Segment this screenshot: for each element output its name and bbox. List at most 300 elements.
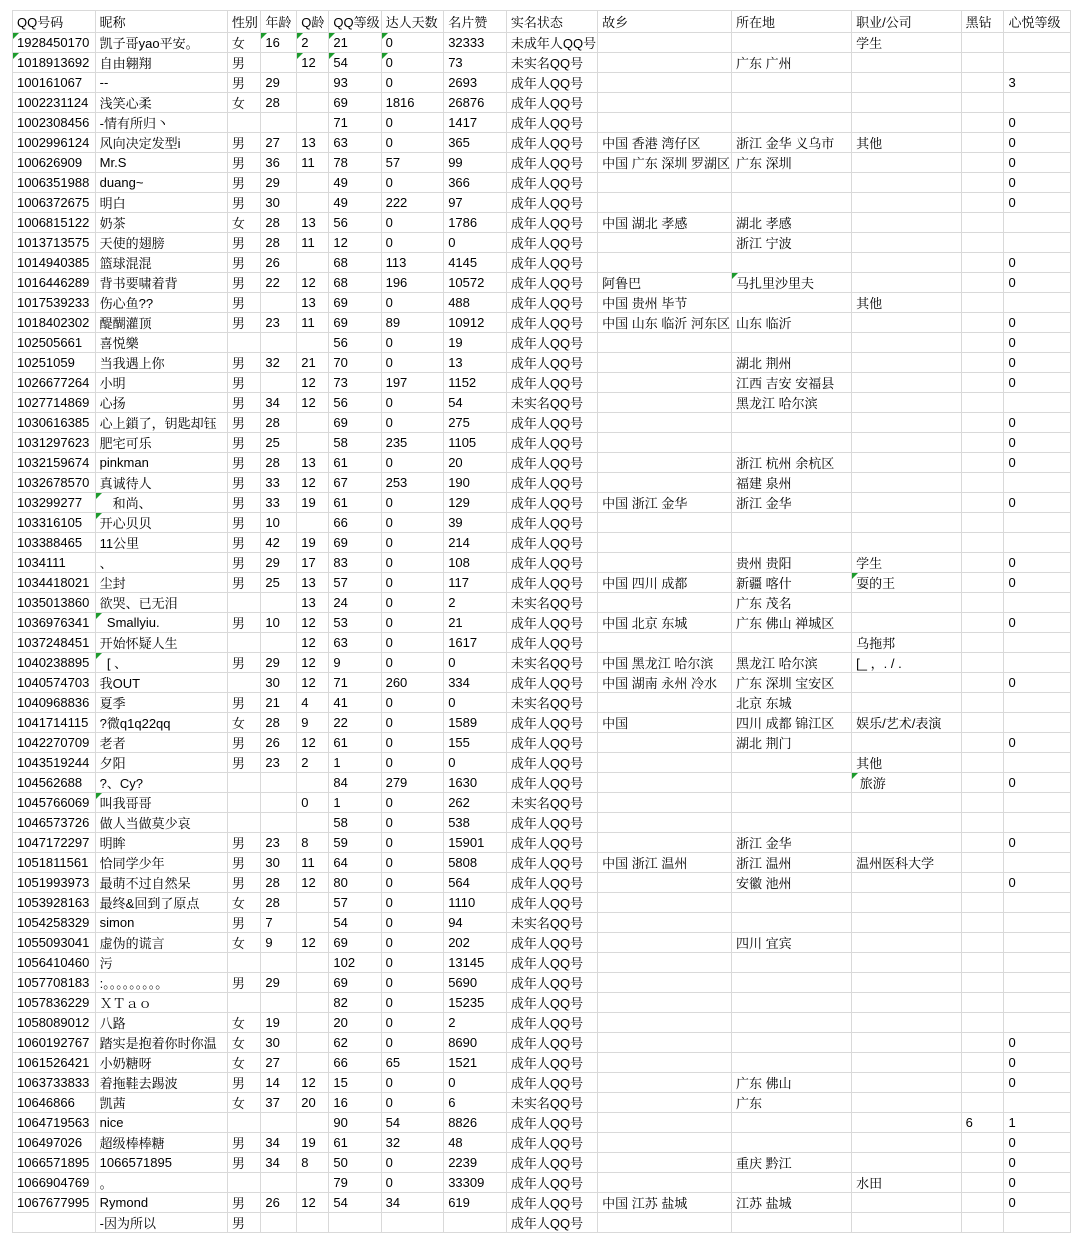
cell-qage[interactable]: 11 (297, 153, 329, 173)
cell-level[interactable]: 61 (329, 453, 381, 473)
cell-zan[interactable]: 202 (444, 933, 507, 953)
cell-xinyue[interactable] (1004, 813, 1071, 833)
cell-qq[interactable]: 1064719563 (13, 1113, 96, 1133)
cell-location[interactable]: 江苏 盐城 (731, 1193, 851, 1213)
cell-qq[interactable]: 100161067 (13, 73, 96, 93)
cell-zan[interactable]: 6 (444, 1093, 507, 1113)
cell-qq[interactable]: 103299277 (13, 493, 96, 513)
cell-nick[interactable]: 伤心鱼?? (95, 293, 227, 313)
cell-nick[interactable]: -- (95, 73, 227, 93)
cell-status[interactable]: 成年人QQ号 (506, 333, 597, 353)
cell-xinyue[interactable]: 0 (1004, 433, 1071, 453)
cell-xinyue[interactable] (1004, 973, 1071, 993)
cell-location[interactable] (731, 633, 851, 653)
cell-heizuan[interactable] (961, 953, 1004, 973)
cell-daren[interactable]: 0 (381, 913, 444, 933)
cell-daren[interactable]: 0 (381, 853, 444, 873)
cell-zan[interactable]: 2693 (444, 73, 507, 93)
cell-level[interactable]: 68 (329, 273, 381, 293)
cell-gender[interactable]: 男 (227, 393, 261, 413)
cell-job[interactable] (852, 453, 962, 473)
cell-daren[interactable]: 0 (381, 533, 444, 553)
cell-job[interactable] (852, 1053, 962, 1073)
cell-heizuan[interactable] (961, 513, 1004, 533)
cell-age[interactable]: 23 (261, 313, 297, 333)
cell-daren[interactable]: 0 (381, 573, 444, 593)
cell-qq[interactable]: 1035013860 (13, 593, 96, 613)
cell-daren[interactable]: 0 (381, 1033, 444, 1053)
cell-hometown[interactable] (598, 733, 732, 753)
cell-location[interactable] (731, 773, 851, 793)
cell-zan[interactable]: 334 (444, 673, 507, 693)
column-header-age[interactable]: 年龄 (261, 11, 297, 33)
cell-zan[interactable]: 0 (444, 693, 507, 713)
cell-daren[interactable]: 260 (381, 673, 444, 693)
cell-zan[interactable]: 1617 (444, 633, 507, 653)
cell-location[interactable] (731, 533, 851, 553)
cell-zan[interactable]: 33309 (444, 1173, 507, 1193)
cell-age[interactable]: 30 (261, 193, 297, 213)
cell-status[interactable]: 未实名QQ号 (506, 53, 597, 73)
cell-nick[interactable]: 八路 (95, 1013, 227, 1033)
cell-location[interactable]: 四川 成都 锦江区 (731, 713, 851, 733)
cell-gender[interactable] (227, 593, 261, 613)
cell-qq[interactable]: 1030616385 (13, 413, 96, 433)
cell-xinyue[interactable]: 0 (1004, 333, 1071, 353)
cell-daren[interactable]: 279 (381, 773, 444, 793)
cell-nick[interactable]: 恰同学少年 (95, 853, 227, 873)
cell-job[interactable] (852, 473, 962, 493)
cell-zan[interactable]: 190 (444, 473, 507, 493)
cell-location[interactable] (731, 193, 851, 213)
cell-heizuan[interactable]: 6 (961, 1113, 1004, 1133)
cell-job[interactable] (852, 673, 962, 693)
cell-level[interactable]: 54 (329, 913, 381, 933)
cell-hometown[interactable] (598, 993, 732, 1013)
cell-level[interactable]: 84 (329, 773, 381, 793)
cell-hometown[interactable] (598, 173, 732, 193)
cell-level[interactable]: 80 (329, 873, 381, 893)
cell-heizuan[interactable] (961, 913, 1004, 933)
cell-xinyue[interactable]: 0 (1004, 873, 1071, 893)
cell-location[interactable]: 黑龙江 哈尔滨 (731, 393, 851, 413)
cell-hometown[interactable] (598, 433, 732, 453)
cell-zan[interactable]: 538 (444, 813, 507, 833)
cell-age[interactable]: 21 (261, 693, 297, 713)
cell-heizuan[interactable] (961, 493, 1004, 513)
cell-age[interactable]: 23 (261, 753, 297, 773)
cell-age[interactable]: 28 (261, 233, 297, 253)
cell-heizuan[interactable] (961, 613, 1004, 633)
cell-level[interactable]: 69 (329, 413, 381, 433)
cell-qq[interactable]: 1036976341 (13, 613, 96, 633)
cell-qage[interactable] (297, 973, 329, 993)
cell-zan[interactable]: 13145 (444, 953, 507, 973)
cell-heizuan[interactable] (961, 893, 1004, 913)
cell-qq[interactable]: 1006351988 (13, 173, 96, 193)
cell-heizuan[interactable] (961, 313, 1004, 333)
cell-location[interactable]: 广东 深圳 宝安区 (731, 673, 851, 693)
cell-location[interactable]: 山东 临沂 (731, 313, 851, 333)
cell-gender[interactable]: 女 (227, 93, 261, 113)
cell-hometown[interactable] (598, 1053, 732, 1073)
cell-qq[interactable]: 1055093041 (13, 933, 96, 953)
cell-zan[interactable]: 1105 (444, 433, 507, 453)
cell-gender[interactable]: 男 (227, 833, 261, 853)
cell-hometown[interactable]: 中国 浙江 金华 (598, 493, 732, 513)
cell-job[interactable]: 其他 (852, 753, 962, 773)
cell-qage[interactable] (297, 193, 329, 213)
cell-xinyue[interactable] (1004, 213, 1071, 233)
cell-xinyue[interactable] (1004, 1013, 1071, 1033)
cell-qq[interactable]: 1017539233 (13, 293, 96, 313)
cell-gender[interactable] (227, 993, 261, 1013)
cell-nick[interactable]: :。。。。。。。。。 (95, 973, 227, 993)
cell-level[interactable]: 61 (329, 1133, 381, 1153)
cell-age[interactable]: 29 (261, 973, 297, 993)
cell-qage[interactable]: 12 (297, 653, 329, 673)
cell-qq[interactable]: 1006815122 (13, 213, 96, 233)
column-header-status[interactable]: 实名状态 (506, 11, 597, 33)
cell-status[interactable]: 成年人QQ号 (506, 1073, 597, 1093)
cell-gender[interactable] (227, 1173, 261, 1193)
cell-job[interactable] (852, 1033, 962, 1053)
cell-nick[interactable]: 凯茜 (95, 1093, 227, 1113)
cell-location[interactable] (731, 953, 851, 973)
cell-qq[interactable]: 1051993973 (13, 873, 96, 893)
cell-gender[interactable]: 男 (227, 533, 261, 553)
cell-qage[interactable] (297, 513, 329, 533)
cell-status[interactable]: 成年人QQ号 (506, 1193, 597, 1213)
cell-daren[interactable]: 1816 (381, 93, 444, 113)
cell-daren[interactable]: 0 (381, 733, 444, 753)
cell-daren[interactable]: 0 (381, 873, 444, 893)
cell-xinyue[interactable] (1004, 293, 1071, 313)
cell-level[interactable]: 78 (329, 153, 381, 173)
cell-location[interactable] (731, 893, 851, 913)
cell-status[interactable]: 未实名QQ号 (506, 653, 597, 673)
cell-job[interactable] (852, 413, 962, 433)
cell-qage[interactable]: 11 (297, 853, 329, 873)
cell-qage[interactable]: 2 (297, 33, 329, 53)
cell-zan[interactable]: 94 (444, 913, 507, 933)
cell-job[interactable] (852, 213, 962, 233)
cell-level[interactable]: 54 (329, 1193, 381, 1213)
cell-job[interactable]: 学生 (852, 553, 962, 573)
cell-gender[interactable]: 男 (227, 413, 261, 433)
cell-nick[interactable]: 明白 (95, 193, 227, 213)
cell-qage[interactable]: 13 (297, 293, 329, 313)
cell-qage[interactable] (297, 433, 329, 453)
cell-gender[interactable]: 男 (227, 453, 261, 473)
cell-age[interactable] (261, 953, 297, 973)
cell-hometown[interactable] (598, 753, 732, 773)
cell-qage[interactable]: 12 (297, 733, 329, 753)
cell-nick[interactable]: 老者 (95, 733, 227, 753)
cell-gender[interactable] (227, 773, 261, 793)
cell-status[interactable]: 成年人QQ号 (506, 1013, 597, 1033)
cell-heizuan[interactable] (961, 393, 1004, 413)
cell-heizuan[interactable] (961, 773, 1004, 793)
cell-heizuan[interactable] (961, 1193, 1004, 1213)
cell-nick[interactable]: 浅笑心柔 (95, 93, 227, 113)
cell-qq[interactable]: 100626909 (13, 153, 96, 173)
cell-job[interactable] (852, 593, 962, 613)
cell-xinyue[interactable]: 0 (1004, 113, 1071, 133)
cell-hometown[interactable] (598, 1173, 732, 1193)
cell-heizuan[interactable] (961, 333, 1004, 353)
cell-qq[interactable]: 1026677264 (13, 373, 96, 393)
cell-qage[interactable]: 12 (297, 373, 329, 393)
cell-level[interactable]: 41 (329, 693, 381, 713)
cell-xinyue[interactable]: 0 (1004, 673, 1071, 693)
cell-heizuan[interactable] (961, 833, 1004, 853)
cell-qage[interactable]: 20 (297, 1093, 329, 1113)
cell-qage[interactable]: 8 (297, 833, 329, 853)
cell-xinyue[interactable]: 0 (1004, 193, 1071, 213)
cell-age[interactable]: 10 (261, 513, 297, 533)
cell-job[interactable] (852, 493, 962, 513)
cell-qq[interactable]: 1027714869 (13, 393, 96, 413)
cell-hometown[interactable] (598, 453, 732, 473)
cell-daren[interactable]: 0 (381, 553, 444, 573)
cell-age[interactable] (261, 1213, 297, 1233)
cell-location[interactable]: 江西 吉安 安福县 (731, 373, 851, 393)
cell-zan[interactable]: 1786 (444, 213, 507, 233)
cell-zan[interactable]: 99 (444, 153, 507, 173)
cell-status[interactable]: 未成年人QQ号 (506, 33, 597, 53)
cell-location[interactable] (731, 973, 851, 993)
cell-qage[interactable]: 9 (297, 713, 329, 733)
cell-age[interactable] (261, 1113, 297, 1133)
cell-zan[interactable]: 564 (444, 873, 507, 893)
cell-daren[interactable]: 0 (381, 173, 444, 193)
cell-level[interactable]: 24 (329, 593, 381, 613)
cell-age[interactable]: 28 (261, 453, 297, 473)
cell-qage[interactable] (297, 1113, 329, 1133)
cell-xinyue[interactable] (1004, 853, 1071, 873)
cell-nick[interactable]: [ 、 (95, 653, 227, 673)
cell-xinyue[interactable] (1004, 513, 1071, 533)
cell-status[interactable]: 成年人QQ号 (506, 133, 597, 153)
cell-heizuan[interactable] (961, 1013, 1004, 1033)
cell-hometown[interactable] (598, 893, 732, 913)
cell-level[interactable]: 66 (329, 513, 381, 533)
cell-qage[interactable]: 8 (297, 1153, 329, 1173)
cell-age[interactable]: 33 (261, 493, 297, 513)
cell-level[interactable]: 58 (329, 813, 381, 833)
cell-hometown[interactable] (598, 513, 732, 533)
cell-job[interactable] (852, 253, 962, 273)
cell-hometown[interactable] (598, 1093, 732, 1113)
cell-zan[interactable]: 214 (444, 533, 507, 553)
cell-qq[interactable]: 104562688 (13, 773, 96, 793)
cell-nick[interactable]: 背书要啸着背 (95, 273, 227, 293)
cell-qage[interactable]: 13 (297, 133, 329, 153)
cell-xinyue[interactable]: 0 (1004, 773, 1071, 793)
cell-status[interactable]: 成年人QQ号 (506, 953, 597, 973)
cell-heizuan[interactable] (961, 33, 1004, 53)
cell-status[interactable]: 成年人QQ号 (506, 1113, 597, 1133)
cell-job[interactable] (852, 193, 962, 213)
cell-daren[interactable]: 54 (381, 1113, 444, 1133)
cell-gender[interactable]: 女 (227, 33, 261, 53)
cell-status[interactable]: 成年人QQ号 (506, 313, 597, 333)
cell-qage[interactable] (297, 773, 329, 793)
cell-gender[interactable] (227, 1113, 261, 1133)
cell-heizuan[interactable] (961, 933, 1004, 953)
cell-xinyue[interactable]: 0 (1004, 1033, 1071, 1053)
cell-location[interactable]: 马扎里沙里夫 (731, 273, 851, 293)
cell-nick[interactable]: 最萌不过自然呆 (95, 873, 227, 893)
cell-zan[interactable]: 619 (444, 1193, 507, 1213)
cell-job[interactable]: 水田 (852, 1173, 962, 1193)
cell-zan[interactable]: 366 (444, 173, 507, 193)
cell-xinyue[interactable] (1004, 993, 1071, 1013)
cell-job[interactable]: [_ ，. / . (852, 653, 962, 673)
cell-job[interactable] (852, 1153, 962, 1173)
cell-gender[interactable]: 男 (227, 913, 261, 933)
cell-hometown[interactable] (598, 253, 732, 273)
cell-hometown[interactable] (598, 353, 732, 373)
cell-zan[interactable]: 32333 (444, 33, 507, 53)
cell-level[interactable]: 71 (329, 113, 381, 133)
cell-job[interactable] (852, 73, 962, 93)
cell-qq[interactable]: 1040238895 (13, 653, 96, 673)
cell-qq[interactable]: 102505661 (13, 333, 96, 353)
cell-qage[interactable] (297, 173, 329, 193)
cell-xinyue[interactable] (1004, 893, 1071, 913)
cell-xinyue[interactable]: 0 (1004, 1193, 1071, 1213)
cell-hometown[interactable]: 中国 湖北 孝感 (598, 213, 732, 233)
cell-qage[interactable]: 12 (297, 473, 329, 493)
cell-status[interactable]: 成年人QQ号 (506, 493, 597, 513)
cell-location[interactable] (731, 433, 851, 453)
cell-job[interactable] (852, 1133, 962, 1153)
cell-gender[interactable]: 男 (227, 353, 261, 373)
cell-job[interactable] (852, 233, 962, 253)
cell-level[interactable]: 63 (329, 633, 381, 653)
cell-qq[interactable]: 1066571895 (13, 1153, 96, 1173)
cell-age[interactable] (261, 373, 297, 393)
cell-qq[interactable]: 1041714115 (13, 713, 96, 733)
cell-gender[interactable]: 男 (227, 273, 261, 293)
cell-level[interactable]: 69 (329, 533, 381, 553)
cell-hometown[interactable]: 中国 贵州 毕节 (598, 293, 732, 313)
cell-gender[interactable]: 男 (227, 693, 261, 713)
cell-daren[interactable]: 0 (381, 713, 444, 733)
cell-qq[interactable]: 10646866 (13, 1093, 96, 1113)
cell-location[interactable] (731, 73, 851, 93)
cell-location[interactable] (731, 113, 851, 133)
cell-gender[interactable]: 女 (227, 1053, 261, 1073)
cell-nick[interactable]: 喜悦樂 (95, 333, 227, 353)
cell-hometown[interactable] (598, 193, 732, 213)
cell-nick[interactable]: 污 (95, 953, 227, 973)
cell-hometown[interactable] (598, 93, 732, 113)
cell-level[interactable]: 79 (329, 1173, 381, 1193)
cell-status[interactable]: 成年人QQ号 (506, 833, 597, 853)
cell-location[interactable]: 广东 广州 (731, 53, 851, 73)
cell-gender[interactable] (227, 813, 261, 833)
cell-heizuan[interactable] (961, 553, 1004, 573)
cell-nick[interactable]: 小明 (95, 373, 227, 393)
cell-hometown[interactable] (598, 1213, 732, 1233)
cell-qage[interactable] (297, 73, 329, 93)
cell-heizuan[interactable] (961, 693, 1004, 713)
cell-qq[interactable]: 1037248451 (13, 633, 96, 653)
cell-qq[interactable]: 1014940385 (13, 253, 96, 273)
cell-xinyue[interactable] (1004, 753, 1071, 773)
cell-location[interactable] (731, 1173, 851, 1193)
cell-heizuan[interactable] (961, 113, 1004, 133)
cell-qage[interactable] (297, 1213, 329, 1233)
cell-hometown[interactable] (598, 973, 732, 993)
cell-nick[interactable]: pinkman (95, 453, 227, 473)
cell-level[interactable]: 102 (329, 953, 381, 973)
cell-gender[interactable] (227, 793, 261, 813)
cell-level[interactable]: 56 (329, 213, 381, 233)
cell-gender[interactable]: 男 (227, 433, 261, 453)
cell-heizuan[interactable] (961, 1133, 1004, 1153)
cell-xinyue[interactable] (1004, 793, 1071, 813)
cell-zan[interactable]: 488 (444, 293, 507, 313)
cell-daren[interactable]: 0 (381, 293, 444, 313)
cell-level[interactable]: 9 (329, 653, 381, 673)
cell-xinyue[interactable]: 0 (1004, 413, 1071, 433)
cell-qage[interactable]: 0 (297, 793, 329, 813)
cell-nick[interactable]: 篮球混混 (95, 253, 227, 273)
cell-qage[interactable]: 13 (297, 593, 329, 613)
cell-xinyue[interactable]: 0 (1004, 733, 1071, 753)
cell-zan[interactable]: 1589 (444, 713, 507, 733)
cell-xinyue[interactable] (1004, 393, 1071, 413)
cell-qq[interactable]: 1032159674 (13, 453, 96, 473)
cell-status[interactable]: 成年人QQ号 (506, 533, 597, 553)
cell-age[interactable]: 28 (261, 713, 297, 733)
cell-zan[interactable]: 73 (444, 53, 507, 73)
cell-xinyue[interactable] (1004, 713, 1071, 733)
cell-age[interactable]: 28 (261, 413, 297, 433)
cell-heizuan[interactable] (961, 73, 1004, 93)
cell-qage[interactable]: 12 (297, 53, 329, 73)
cell-zan[interactable]: 54 (444, 393, 507, 413)
cell-daren[interactable]: 235 (381, 433, 444, 453)
cell-gender[interactable]: 男 (227, 753, 261, 773)
cell-age[interactable] (261, 293, 297, 313)
cell-qq[interactable]: 1031297623 (13, 433, 96, 453)
cell-heizuan[interactable] (961, 873, 1004, 893)
cell-nick[interactable]: 风向决定发型i (95, 133, 227, 153)
cell-location[interactable] (731, 753, 851, 773)
cell-status[interactable]: 成年人QQ号 (506, 233, 597, 253)
cell-daren[interactable]: 196 (381, 273, 444, 293)
cell-qage[interactable]: 11 (297, 233, 329, 253)
cell-daren[interactable]: 197 (381, 373, 444, 393)
cell-heizuan[interactable] (961, 193, 1004, 213)
cell-heizuan[interactable] (961, 1213, 1004, 1233)
cell-hometown[interactable] (598, 593, 732, 613)
cell-gender[interactable]: 女 (227, 1093, 261, 1113)
cell-level[interactable]: 1 (329, 753, 381, 773)
cell-location[interactable]: 广东 茂名 (731, 593, 851, 613)
cell-qage[interactable] (297, 813, 329, 833)
cell-qq[interactable]: 1045766069 (13, 793, 96, 813)
cell-age[interactable]: 34 (261, 1153, 297, 1173)
cell-qq[interactable]: 1018402302 (13, 313, 96, 333)
cell-zan[interactable]: 97 (444, 193, 507, 213)
cell-qq[interactable]: 1047172297 (13, 833, 96, 853)
